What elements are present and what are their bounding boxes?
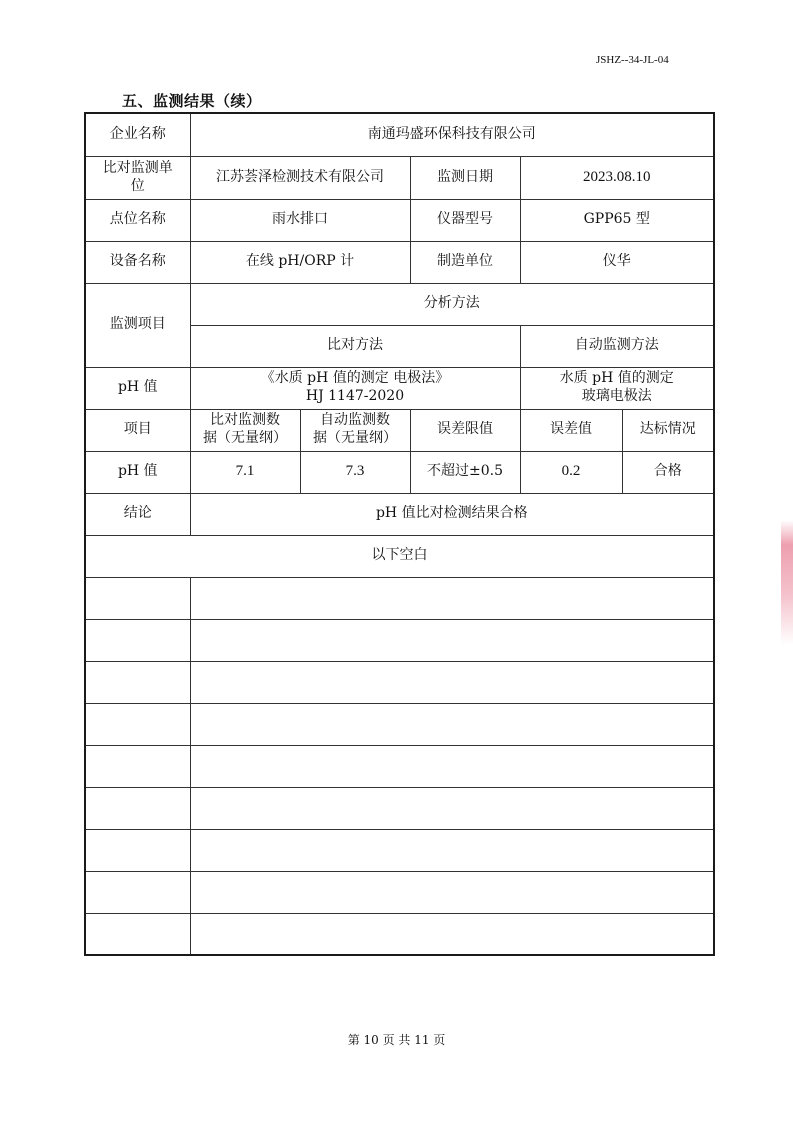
unit-value: 江苏荟泽检测技术有限公司: [190, 156, 410, 199]
model-label: 仪器型号: [410, 199, 520, 241]
results-header-error: 误差值: [520, 409, 622, 451]
ph-label: pH 值: [85, 367, 190, 409]
auto-method-detail: 玻璃电极法: [581, 388, 652, 404]
compare-method-header: 比对方法: [190, 325, 520, 367]
result-auto-value: 7.3: [300, 451, 410, 493]
company-label: 企业名称: [85, 113, 190, 156]
conclusion-label: 结论: [85, 493, 190, 535]
results-header-compare-line1: 比对监测数: [210, 412, 280, 429]
blank-row: [85, 703, 714, 745]
compare-method-value: [190, 367, 520, 409]
date-label: 监测日期: [410, 156, 520, 199]
compare-method-standard: HJ 1147-2020: [305, 388, 405, 404]
blank-row: [85, 745, 714, 787]
auto-method-header: 自动监测方法: [520, 325, 714, 367]
compare-method-name: 《水质 pH 值的测定 电极法》: [260, 370, 450, 387]
results-header-auto: [300, 409, 410, 451]
maker-label: 制造单位: [410, 241, 520, 283]
monitoring-results-table: [84, 112, 713, 954]
section-title: 五、监测结果（续）: [122, 92, 262, 110]
blank-row: [85, 871, 714, 913]
result-limit: 不超过±0.5: [410, 451, 520, 493]
point-value: 雨水排口: [190, 199, 410, 241]
device-value: 在线 pH/ORP 计: [190, 241, 410, 283]
blank-row: [85, 913, 714, 955]
result-compare-value: 7.1: [190, 451, 300, 493]
blank-row: [85, 577, 714, 619]
page-number: 第 10 页 共 11 页: [347, 1033, 446, 1047]
blank-row: [85, 661, 714, 703]
results-header-status: 达标情况: [622, 409, 714, 451]
seal-stamp-edge: [781, 520, 793, 645]
results-header-auto-line2: 据（无量纲）: [313, 430, 397, 446]
results-header-auto-line1: 自动监测数: [320, 412, 390, 429]
unit-label: 比对监测单位: [85, 156, 190, 199]
result-error-value: 0.2: [520, 451, 622, 493]
analysis-method-header: 分析方法: [190, 283, 714, 325]
document-code: JSHZ--34-JL-04: [596, 54, 669, 66]
date-value: 2023.08.10: [520, 156, 714, 199]
company-value: 南通玛盛环保科技有限公司: [190, 113, 714, 156]
auto-method-name: 水质 pH 值的测定: [559, 370, 674, 387]
device-label: 设备名称: [85, 241, 190, 283]
blank-row: [85, 787, 714, 829]
auto-method-value: [520, 367, 714, 409]
result-item: pH 值: [85, 451, 190, 493]
model-value: GPP65 型: [520, 199, 714, 241]
point-label: 点位名称: [85, 199, 190, 241]
results-header-limit: 误差限值: [410, 409, 520, 451]
blank-note: 以下空白: [85, 535, 714, 577]
conclusion-value: pH 值比对检测结果合格: [190, 493, 714, 535]
item-label: 监测项目: [85, 283, 190, 367]
maker-value: 仪华: [520, 241, 714, 283]
blank-row: [85, 619, 714, 661]
results-header-item: 项目: [85, 409, 190, 451]
results-header-compare: [190, 409, 300, 451]
results-header-compare-line2: 据（无量纲）: [203, 430, 287, 446]
result-status: 合格: [622, 451, 714, 493]
blank-row: [85, 829, 714, 871]
